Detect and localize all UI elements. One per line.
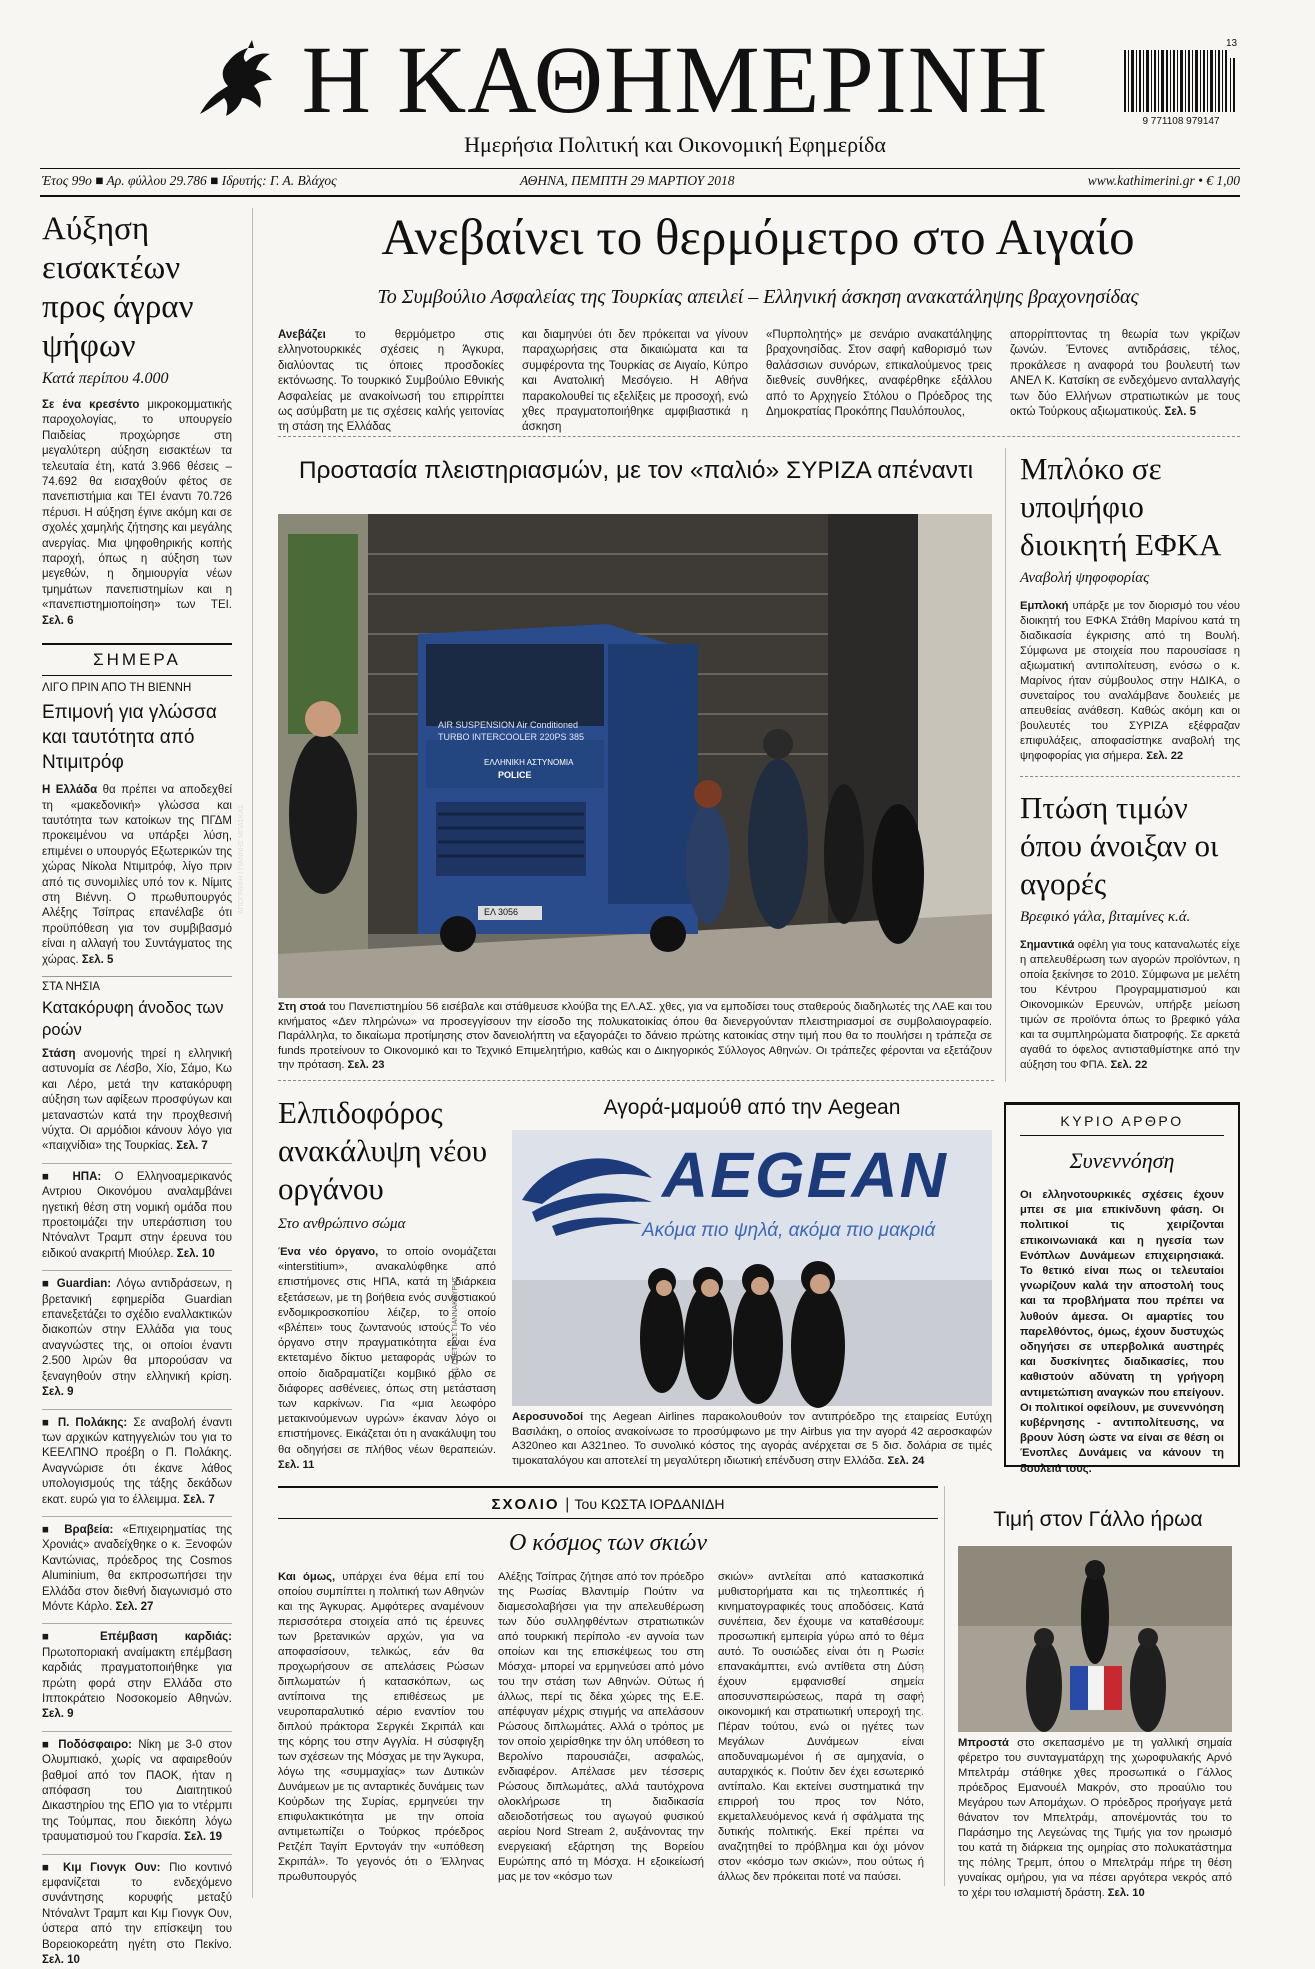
brief-ref: Σελ. 10 bbox=[173, 1247, 215, 1260]
brief-bullet: ■ bbox=[42, 1416, 58, 1429]
organ-story bbox=[278, 1094, 496, 1473]
brief-bullet: ■ bbox=[42, 1170, 73, 1183]
brief-lead: ΗΠΑ: bbox=[72, 1170, 102, 1183]
aegean-photo bbox=[452, 1130, 992, 1406]
comment-col-1: Και όμως, υπάρχει ένα θέμα επί του οποίου συμπίπτει η πολιτική των Αθηνών και της Άγκυρας. Αμφότερες αναμένουν περισσότερα στοιχεία από τις έρευνες των βρετανικών αρχών, για να αποφασίσουν, τελικώς, εάν θα προχωρήσουν σε απελάσεις Ρώσων διπλωματών ή κατασκόπων, ως αντίποινα της επιθέσεως με νευροπαραλυτικό αέριο εναντίον του διπλού πράκτορα Σεργκέι Σκριπάλ και της κόρης του στην Αγγλία. Η σύσφιγξη των σχέσεων της Μόσχας με την Άγκυρα, λόγω της «συμμαχίας» των Δυτικών Δυνάμεων με τις ανταρτικές δυνάμεις των Κούρδων της Συρίας, ερμηνεύει την επιφυλακτικότητα με την οποία αντιμετωπίζει ο Τούρκος πρόεδρος Ρετζέπ Ταγίπ Ερντογάν την «υπόθεση Σκριπάλ». Το γεγονός ότι ο Έλληνας πρωθυπουργός bbox=[278, 1571, 484, 1883]
brief-lead: Ποδόσφαιρο: bbox=[58, 1738, 132, 1751]
masthead-logo bbox=[190, 36, 280, 124]
brief-bullet: ■ bbox=[42, 1861, 63, 1874]
brief-lead: Βραβεία: bbox=[64, 1523, 114, 1536]
main-col-2: και διαμηνύει ότι δεν πρόκειται να γίνουν παραχωρήσεις στα δικαιώματα και τα συμφέροντα της Τουρκίας σε Αιγαίο, Κύπρο και Ανατολική Μεσόγειο. Η Αθήνα παρακολουθεί τις εξελίξεις με προσοχή, ενώ χθες πραγματοποιήθηκε αμφιβιαστικά η άσκηση bbox=[522, 329, 748, 434]
bus-plate: ΕΛ 3056 bbox=[484, 907, 519, 917]
simera-headline: Επιμονή για γλώσσα και ταυτότητα από Ντιμιτρόφ bbox=[42, 702, 217, 774]
aegean-photo-credit: Α.Π. / ΠΕΤΡΟΣ ΓΙΑΝΝΑΚΟΥΡΗΣ bbox=[452, 1276, 459, 1380]
infobar-left: Έτος 99ο ■ Αρ. φύλλου 29.786 ■ Ιδρυτής: Γ. Α. Βλάχος bbox=[42, 173, 337, 188]
nisia-kicker: ΣΤΑ ΝΗΣΙΑ bbox=[42, 980, 101, 993]
masthead-rule-bottom bbox=[40, 195, 1240, 197]
brief-bullet: ■ bbox=[42, 1738, 59, 1751]
brief-separator bbox=[42, 1409, 232, 1410]
bus-sign-1: AIR SUSPENSION Air Conditioned bbox=[438, 720, 579, 730]
comment-label: ΣΧΟΛΙΟ bbox=[491, 1496, 560, 1513]
brief-lead: Guardian: bbox=[56, 1278, 112, 1291]
prices-body: Σημαντικά οφέλη για τους καταναλωτές είχε η απελευθέρωση των αγορών προϊόντων, η οποία ξεκίνησε το 2010. Σύμφωνα με μελέτη του Κέντρου Προγραμματισμού και Οικονομικών Ερευνών, υπήρξε μείωση τιμών σε προϊόντα όπως το βρεφικό γάλα και τα συμπληρώματα διατροφής. Σε αρκετά αγαθά το όφελος αντισταθμίστηκε από την αύξηση του ΦΠΑ. Σελ. 22 bbox=[1020, 939, 1240, 1071]
brief-separator bbox=[42, 1516, 232, 1517]
aegean-caption: Αεροσυνοδοί της Aegean Airlines παρακολουθούν τον αντιπρόεδρο της εταιρείας Ευτύχη Βασιλάκη, ο οποίος ανακοίνωσε το προσύμφωνο με την Airbus για την αγορά 42 αεροσκαφών A320neo και A321neo. Το συνολικό κόστος της αγοράς ανέρχεται σε 5 δισ. δολάρια σε τιμές τιμοκαταλόγου και αποτελεί τη μεγαλύτερη ιδιωτική επένδυση στην Ελλάδα. Σελ. 24 bbox=[512, 1411, 992, 1467]
efka-headline: Μπλόκο σε υποψήφιο διοικητή ΕΦΚΑ bbox=[1020, 451, 1222, 562]
brief-bullet: ■ bbox=[42, 1631, 100, 1644]
main-col-4: απορρίπτοντας τη θεωρία των γκρίζων ζωνών. Έντονες αντιδράσεις, τέλος, προκάλεσε η αναφορά του βουλευτή των ΑΝΕΛ Κ. Κατσίκη σε ενδεχόμενο ανταλλαγής των δύο Ελλήνων στρατιωτικών με τους οκτώ Τούρκους αξιωματικούς. Σελ. 5 bbox=[1010, 329, 1240, 419]
main-headline: Ανεβαίνει το θερμόμετρο στο Αιγαίο bbox=[381, 210, 1135, 266]
auction-caption: Στη στοά του Πανεπιστημίου 56 εισέβαλε και στάθμευσε κλούβα της ΕΛ.ΑΣ. χθες, για να εμποδίσει τους σταθερούς διαδηλωτές της ΛΑΕ και του κινήματος «Δεν πληρώνω» να προσεγγίσουν την είσοδο της πολυκατοικίας όπου θα διενεργούνταν πλειστηριασμοί σε συμβολαιογραφείο. Παράλληλα, το δικαίωμα προτίμησης στον δανειολήπτη να εξαγοράζει το δάνειο πρώτης κατοικίας στην τιμή που θα το πουλήσει η τράπεζα σε funds προτείνουν το Οικονομικό και το Τεχνικό Επιμελητήριο, καθώς και ο Δικηγορικός Σύλλογος Αθηνών. Οι τράπεζες φέρονται να εξετάζουν την πρόταση. Σελ. 23 bbox=[278, 1001, 992, 1072]
auction-headline: Προστασία πλειστηριασμών, με τον «παλιό» ΣΥΡΙΖΑ απέναντι bbox=[298, 457, 974, 484]
masthead-title: Η ΚΑΘΗΜΕΡΙΝΗ bbox=[301, 26, 1049, 133]
main-body bbox=[278, 328, 1240, 434]
simera-rule bbox=[42, 643, 232, 645]
editorial-headline: Συνεννόηση bbox=[1069, 1148, 1175, 1173]
brief-ref: Σελ. 27 bbox=[112, 1600, 154, 1613]
bus-sign-2: TURBO INTERCOOLER 220PS 385 bbox=[438, 732, 585, 742]
gallo-caption: Μπροστά στο σκεπασμένο με τη γαλλική σημαία φέρετρο του συνταγματάρχη της χωροφυλακής Αρνό Μπελτράμ στάθηκε χθες προσωπικά ο Γάλλος πρόεδρος Εμανουέλ Μακρόν, στο προαύλιο του Μεγάρου των Απομάχων. Ο πρόεδρος προήγαγε μετά θάνατον τον Μπελτράμ, απονέμοντάς του το Παράσημο της Λεγεώνας της Τιμής για τον ηρωισμό του κατά τη διάρκεια της ομηρίας στο πολυκατάστημα της πόλης Τρεμπ, όπου ο Μπελτράμ πήρε τη θέση γυναίκας ομήρου, για να πέσει αργότερα νεκρός από το χέρι του ισλαμιστή δράστη. Σελ. 10 bbox=[958, 1737, 1232, 1899]
nisia-headline: Κατακόρυφη άνοδος των ροών bbox=[42, 998, 224, 1039]
brief-lead: Επέμβαση καρδιάς: bbox=[99, 1631, 232, 1644]
comment-headline: Ο κόσμος των σκιών bbox=[508, 1530, 708, 1556]
comment-author: Του ΚΩΣΤΑ ΙΟΡΔΑΝΙΔΗ bbox=[574, 1496, 725, 1512]
barcode-icon bbox=[1122, 50, 1240, 116]
barcode-issue: 13 bbox=[1226, 38, 1238, 49]
editorial-body: Οι ελληνοτουρκικές σχέσεις έχουν μπει σε μια επικίνδυνη φάση. Οι πολιτικοί τις χειρίζονται επικοινωνιακά και η ηγεσία των Ενόπλων Δυνάμεων επιχειρησιακά. Το θετικό είναι πως οι τελευταίοι γνωρίζουν καλά την αποστολή τους και τα προβλήματα που πρέπει να λυθούν άμεσα. Οι αμαρτίες του παρελθόντος, όμως, έχουν δυστυχώς οδηγήσει σε υπερβολικά αυστηρές και δυσκίνητες διαδικασίες, που καθιστούν αδύνατη τη γρήγορη αντιμετώπιση αναγκών που επείγουν. Οι πολιτικοί οφείλουν, με συνεννόηση κυβέρνησης - αντιπολίτευσης, να βρουν λύση ώστε να είναι σε θέση οι Ένοπλες Δυνάμεις να κάνουν τη δουλειά τους. bbox=[1020, 1189, 1224, 1475]
simera-label: ΣΗΜΕΡΑ bbox=[93, 650, 181, 670]
brief-body: Νίκη με 3-0 στον Ολυμπιακό, χωρίς να αφαιρεθούν βαθμοί από τον ΠΑΟΚ, ήταν η απόφαση του Διαιτητικού Δικαστηρίου της ΕΠΟ για το ντέρμπι της Τούμπας, που διεκόπη λόγω τραυματισμού του Γκαρσία. bbox=[42, 1738, 232, 1844]
efka-body: Εμπλοκή υπάρξε με τον διορισμό του νέου διοικητή του ΕΦΚΑ Στάθη Μαρίνου κατά τη διαδικασία έγκρισης από τη Βουλή. Σύμφωνα με στοιχεία που παρουσίασε η αξιωματική αντιπολίτευση, ενόσω ο κ. Μαρίνος ήταν σύμβουλος στην ΗΔΙΚΑ, ο συνεταίρος του αναλάμβανε δουλειές με απευθείας ανάθεση. Καθώς ακόμη και οι βουλευτές του ΣΥΡΙΖΑ εξέφραζαν επιφυλάξεις, αποφασίστηκε αναβολή της ψηφοφορίας για σήμερα. Σελ. 22 bbox=[1020, 600, 1240, 762]
comment-label-row: ΣΧΟΛΙΟ | Του ΚΩΣΤΑ ΙΟΡΔΑΝΙΔΗ bbox=[491, 1495, 725, 1513]
left-top-body: Σε ένα κρεσέντο μικροκομματικής παροχολογίας, το υπουργείο Παιδείας προχώρησε στη μεγαλύτερη αύξηση εισακτέων τα τελευταία έτη, κατά 3.966 θέσεις – 74.692 θα εισαχθούν φέτος σε πανεπιστήμια και ΤΕΙ έναντι 70.726 πέρυσι. Η αύξηση έγινε ακόμη και σε σχολές χαμηλής ζήτησης και μεγάλης ανεργίας. Μια ψηφοθηρικής κοπής παροχή, όπως η αύξηση των μεγεθών, η δημιουργία νέων τμημάτων πανεπιστημίων και η «πανεπιστημιοποίηση» των ΤΕΙ. Σελ. 6 bbox=[42, 399, 232, 627]
brief-ref: Σελ. 19 bbox=[180, 1831, 223, 1844]
main-divider bbox=[278, 436, 1240, 437]
comment-col-3: σκιών» αντλείται από κατασκοπικά μυθιστορήματα και τις τηλεοπτικές ή κινηματογραφικές τους αποδόσεις. Κατά συνέπεια, δεν έχουμε να καταθέσουμε προσωπική εμπειρία γύρω από το θέμα αυτό. Το ουσιώδες είναι ότι η Ρωσία επανακάμπτει, ενώ αντίθετα στη Δύση έχουν εμφανισθεί σημεία αποσυνσπειρώσεως, παρά τη σαφή οικονομική και στρατιωτική υπεροχή της. Πέραν τούτου, ενώ οι ηγέτες των Μεγάλων Δυνάμεων είναι αποδυναμωμένοι ή σε αμηχανία, ο αυταρχικός κ. Πούτιν δεν έχει εσωτερικό αντίπαλο. Και εκτείνει συστηματικά την επιρροή του προς τον Νότο, εκμεταλλευόμενος κενά ή σφάλματα της δυτικής πολιτικής. Εκεί πρέπει να αναζητηθεί το πρόβλημα και όχι μόνον στον «κόσμο των σκιών», που ούτως ή άλλως δεν πρόκειται ποτέ να παύσει. bbox=[718, 1571, 924, 1883]
auction-photo bbox=[238, 514, 992, 998]
brief-ref: Σελ. 9 bbox=[42, 1386, 74, 1399]
brief-ref: Σελ. 9 bbox=[42, 1708, 74, 1721]
main-col-3: «Πυρπολητής» με σενάριο ανακατάληψης βραχονησίδας. Στον σαφή καθορισμό των θαλάσσιων συνόρων, επικαλούμενος τρεις διεθνείς συνθήκες, αναφέρθηκε εξάλλου από το Αρχηγείο Στόλου ο Πρόεδρος της Δημοκρατίας Προκόπης Παυλόπουλος, bbox=[766, 329, 992, 419]
brief-item bbox=[42, 1170, 232, 1262]
left-top-subhead: Κατά περίπου 4.000 bbox=[42, 370, 169, 387]
brief-lead: Κιμ Γιονγκ Ουν: bbox=[62, 1861, 161, 1874]
aegean-headline: Αγορά-μαμούθ από την Aegean bbox=[603, 1096, 901, 1119]
infobar-date: ΑΘΗΝΑ, ΠΕΜΠΤΗ 29 ΜΑΡΤΙΟΥ 2018 bbox=[520, 173, 735, 188]
organ-subhead: Στο ανθρώπινο σώμα bbox=[278, 1216, 406, 1232]
brief-body: «Επιχειρηματίας της Χρονιάς» αναδείχθηκε ο κ. Ξενοφών Καντώνιας, πρόεδρος της Cosmos Aluminium, θα εκπροσωπήσει την Ελλάδα στον διεθνή διαγωνισμό στο Μόντε Κάρλο. bbox=[42, 1523, 232, 1613]
brief-separator bbox=[42, 1623, 232, 1624]
simera-body: Η Ελλάδα θα πρέπει να αποδεχθεί τη «μακεδονική» γλώσσα και ταυτότητα των κατοίκων της ΠΓΔΜ προκειμένου να υπάρξει λύση, επιμένει ο υπουργός Εξωτερικών της χώρας Νίκολα Ντιμιτρόφ, λίγο πριν από τις συνομιλίες υπό τον κ. Νίμιτς στη Βιέννη. Ο πρωθυπουργός Αλέξης Τσίπρας επανέλαβε ότι προϋπόθεση για τον συμβιβασμό είναι η αλλαγή του Συντάγματος της χώρας. Σελ. 5 bbox=[42, 784, 232, 966]
main-col-1: Ανεβάζει το θερμόμετρο στις ελληνοτουρκικές σχέσεις η Άγκυρα, διαλύοντας τις όποιες προσδοκίες εκτόνωσης. Το τουρκικό Συμβούλιο Εθνικής Ασφαλείας με ανακοίνωσή του επιρρίπτει ως ασύμβατη με τις σχέσεις καλής γειτονίας τη στάση της Ελλάδας bbox=[278, 329, 504, 434]
brief-separator bbox=[42, 1731, 232, 1732]
simera-kicker: ΛΙΓΟ ΠΡΙΝ ΑΠΟ ΤΗ ΒΙΕΝΝΗ bbox=[42, 682, 192, 695]
infobar-right: www.kathimerini.gr • € 1,00 bbox=[1087, 173, 1240, 188]
organ-headline: Ελπιδοφόρος ανακάλυψη νέου οργάνου bbox=[278, 1095, 488, 1206]
efka-subhead: Αναβολή ψηφοφορίας bbox=[1020, 570, 1150, 586]
briefs-list bbox=[42, 1163, 232, 1969]
macron-ceremony-image bbox=[958, 1546, 1232, 1732]
brief-separator bbox=[42, 1270, 232, 1271]
gallo-photo-credit: ΡΟΪΤΕΡΣ / CHRISTIAN HARTMANN bbox=[918, 1610, 925, 1726]
masthead-rule-top bbox=[40, 168, 1240, 169]
brief-body: Ο Ελληνοαμερικανός Αντριου Οικονόμου αναλαμβάνει ηγετική θέση στη νομική ομάδα που προετοιμάζει την υπεράσπιση του Ντόναλντ Τραμπ στην έρευνα του ειδικού ανακριτή Μιούλερ. bbox=[42, 1170, 232, 1260]
prices-headline: Πτώση τιμών όπου άνοιξαν οι αγορές bbox=[1020, 790, 1219, 901]
brief-item bbox=[42, 1738, 232, 1846]
brief-ref: Σελ. 10 bbox=[42, 1954, 80, 1967]
comment-col-2: Αλέξης Τσίπρας ζήτησε από τον πρόεδρο της Ρωσίας Βλαντιμίρ Πούτιν να διαμεσολαβήσει για την απελευθέρωση των δύο συλληφθέντων στρατιωτικών από τουρκική περίπολο -εν αγνοία των οποίων και της επισκέψεως του στη Μόσχα- μπορεί να ερμηνεύσει από μόνο του την στάση των Αθηνών. Ούτως ή άλλως, περί τις δέκα χώρες της Ε.Ε. απέφυγαν μέχρις στιγμής να απελάσουν Ρώσους διπλωμάτες. Αλλά ο τρόπος με τον οποίο χειρίσθηκε την όλη υπόθεση το Βερολίνο παρουσιάζει, ασφαλώς, ενδιαφέρον. Απέλασε μεν τέσσερις Ρώσους διπλωμάτες, αλλά ταυτόχρονα ολοκλήρωσε τη διαδικασία αδειοδοτήσεως του αγωγού φυσικού αερίου Nord Stream 2, αυξάνοντας την ενεργειακή εξάρτηση της Βορείου Ευρώπης από τη Μόσχα. Η εξοικείωσή μας με τον «κόσμο των bbox=[498, 1571, 704, 1883]
brief-body: Πιο κοντινό εμφανίζεται το ενδεχόμενο συνάντησης κορυφής μεταξύ Ντόναλντ Τραμπ και Κιμ Γιονγκ Ουν, ύστερα από την επίσκεψη του Βορειοκορεάτη ηγέτη στο Πεκίνο. bbox=[42, 1861, 232, 1951]
brief-lead: Π. Πολάκης: bbox=[57, 1416, 128, 1429]
brief-item bbox=[42, 1277, 232, 1400]
brief-item bbox=[42, 1523, 232, 1615]
main-subhead: Το Συμβούλιο Ασφαλείας της Τουρκίας απειλεί – Ελληνική άσκηση ανακατάληψης βραχονησίδας bbox=[377, 286, 1139, 308]
brief-body: Λόγω αντιδράσεων, η βρετανική εφημερίδα Guardian επανεξετάζει το σχέδιο εναλλακτικών διακοπών στην Ελλάδα για τους αναγνώστες της, οι οποίοι έναντι 2.500 λιρών θα μπορούσαν να ξεναγηθούν στην ελληνική κρίση. bbox=[42, 1278, 232, 1383]
barcode bbox=[1122, 38, 1240, 130]
bus-sign-3: ΕΛΛΗΝΙΚΗ ΑΣΤΥΝΟΜΙΑ bbox=[484, 758, 574, 767]
gallo-photo bbox=[918, 1546, 1232, 1732]
aegean-slogan: Ακόμα πιο ψηλά, ακόμα πιο μακριά bbox=[642, 1220, 936, 1241]
masthead-subtitle: Ημερήσια Πολιτική και Οικονομική Εφημερίδα bbox=[464, 132, 886, 157]
nisia-body: Στάση ανομονής τηρεί η ελληνική αστυνομία σε Λέσβο, Χίο, Σάμο, Κω και Λέρο, μετά την κατακόρυφη αύξηση των αφίξεων προσφύγων και μεταναστών κατά την προχθεσινή νύχτα. Οι αρμόδιοι κάνουν λόγο για «παιχνίδια» της Τουρκίας. Σελ. 7 bbox=[42, 1047, 232, 1153]
left-top-headline: Αύξηση εισακτέων προς άγραν ψήφων bbox=[42, 211, 194, 364]
prices-subhead: Βρεφικό γάλα, βιταμίνες κ.ά. bbox=[1020, 909, 1191, 925]
gallo-headline: Τιμή στον Γάλλο ήρωα bbox=[993, 1508, 1203, 1531]
organ-body: Ένα νέο όργανο, το οποίο ονομάζεται «interstitium», ανακαλύφθηκε από επιστήμονες στις ΗΠΑ, κατά τη διάρκεια εξετάσεων, με τη βοήθεια ενός συνεστιακού ενδομικροσκοπίου λέιζερ, το οποίο «βλέπει» τους ζωντανούς ιστούς. Το νέο όργανο στην πραγματικότητα είναι ένα εκτεταμένο δίκτυο μεταφοράς υγρών το οποίο διαδραματίζει κομβικό ρόλο σε διάφορες ασθένειες, όπως στη μετάσταση των καρκίνων. Για «μια λεωφόρο μετακινούμενων υγρών» έκαναν λόγο οι επιστήμονες. Εικάζεται ότι η ανακάλυψη του θα οδηγήσει σε πλήθος νέων θεραπειών. Σελ. 11 bbox=[278, 1246, 497, 1471]
brief-separator bbox=[42, 1854, 232, 1855]
bus-sign-4: POLICE bbox=[498, 770, 532, 780]
auction-photo-credit: ΑΠΟΓΡΑΦΗ / ΓΙΑΝΝΗΣ ΜΠΑΣΚΑΣ bbox=[238, 804, 245, 914]
brief-item bbox=[42, 1630, 232, 1722]
police-bus-image bbox=[278, 514, 992, 998]
griffin-icon bbox=[190, 36, 280, 124]
editorial-box bbox=[1004, 1102, 1240, 1475]
brief-body: Πρωτοποριακή αναίμακτη επέμβαση καρδιάς πραγματοποιήθηκε για πρώτη φορά στην Ελλάδα στο Ιπποκράτειο Νοσοκομείο Αθηνών. bbox=[42, 1646, 232, 1705]
barcode-number: 9 771108 979147 bbox=[1142, 116, 1220, 127]
brief-bullet: ■ bbox=[42, 1523, 65, 1536]
brief-item bbox=[42, 1416, 232, 1508]
brief-body: Σε αναβολή έναντι των αρχικών κατηγγελιών του για το ΚΕΕΛΠΝΟ προέβη ο Π. Πολάκης. Αναγνώρισε ότι έκανε λάθος υπολογισμούς της τάξης δεκάδων εκατ. ευρώ για το έλλειμμα. bbox=[42, 1416, 232, 1506]
left-column bbox=[42, 210, 232, 1969]
aegean-logo-text: AEGEAN bbox=[662, 1139, 948, 1211]
brief-separator bbox=[42, 1163, 232, 1164]
brief-item bbox=[42, 1861, 232, 1969]
brief-bullet: ■ bbox=[42, 1278, 57, 1291]
right-column bbox=[1020, 450, 1240, 1073]
brief-ref: Σελ. 7 bbox=[179, 1493, 215, 1506]
editorial-label: ΚΥΡΙΟ ΑΡΘΡΟ bbox=[1060, 1113, 1184, 1129]
